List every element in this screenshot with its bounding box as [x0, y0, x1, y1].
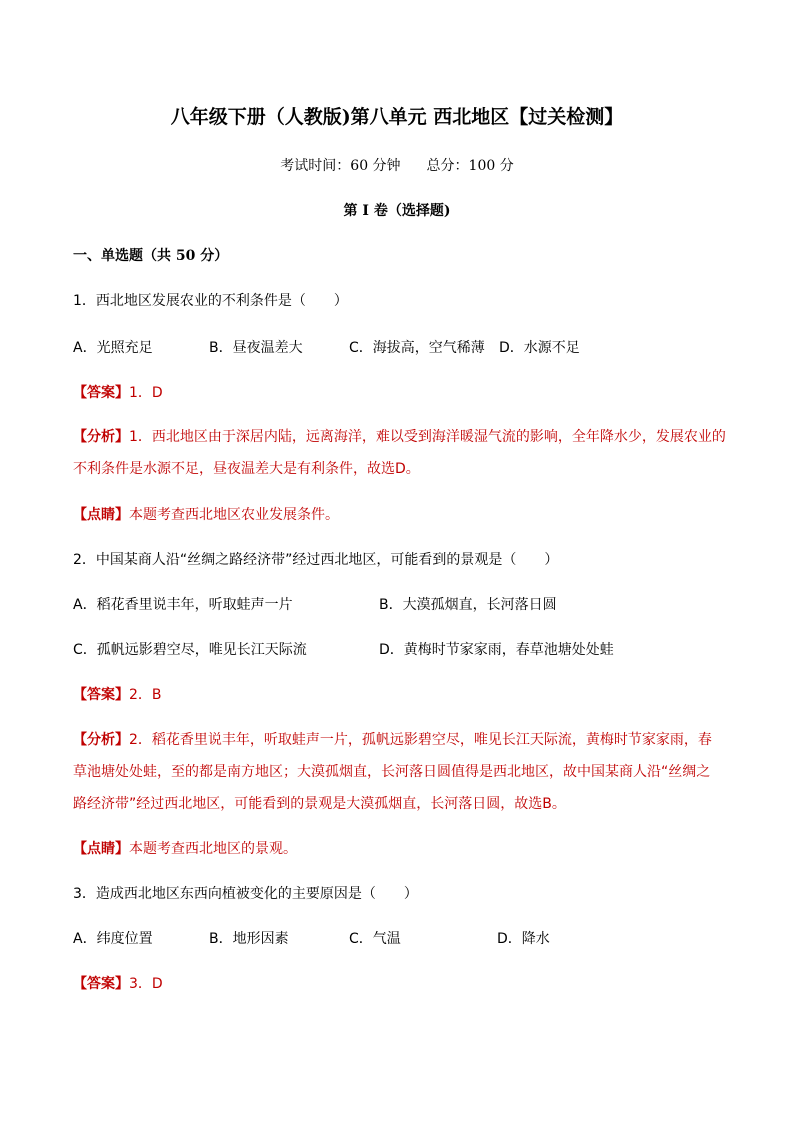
question-2-option-a: A．稻花香里说丰年，听取蛙声一片	[73, 597, 293, 613]
analysis-label: 【分析】	[73, 732, 129, 748]
analysis-text-line: 1．西北地区由于深居内陆，远离海洋，难以受到海洋暖湿气流的影响，全年降水少，发展农业的	[129, 429, 726, 445]
comment-text: 本题考查西北地区的景观。	[129, 841, 297, 857]
answer-label: 【答案】	[73, 687, 129, 703]
question-1-answer	[73, 383, 163, 403]
comment-label: 【点睛】	[73, 841, 129, 857]
question-2-options-row-1	[73, 595, 723, 615]
analysis-text-line: 路经济带”经过西北地区，可能看到的景观是大漠孤烟直，长河落日圆，故选B。	[73, 796, 566, 812]
question-2-option-d: D．黄梅时节家家雨，春草池塘处处蛙	[379, 642, 614, 658]
comment-text: 本题考查西北地区农业发展条件。	[129, 507, 339, 523]
question-1-option-b: B．昼夜温差大	[209, 340, 303, 356]
section-title: 一、单选题（共 50 分）	[73, 248, 229, 264]
question-1-option-d: D．水源不足	[499, 340, 580, 356]
question-1-stem: 1．西北地区发展农业的不利条件是（ ）	[73, 293, 348, 309]
question-3-option-c: C．气温	[349, 931, 401, 947]
question-1-analysis	[73, 421, 726, 485]
question-1-comment	[73, 505, 339, 525]
question-2-options-row-2	[73, 640, 723, 660]
question-3-option-d: D．降水	[497, 931, 550, 947]
question-3-options	[73, 929, 723, 949]
question-3-option-b: B．地形因素	[209, 931, 289, 947]
analysis-text-line: 2．稻花香里说丰年，听取蛙声一片，孤帆远影碧空尽，唯见长江天际流，黄梅时节家家雨，春	[129, 732, 712, 748]
question-1-options	[73, 338, 723, 358]
question-2-stem: 2．中国某商人沿“丝绸之路经济带”经过西北地区，可能看到的景观是（ ）	[73, 552, 559, 568]
answer-label: 【答案】	[73, 385, 129, 401]
question-3-stem: 3．造成西北地区东西向植被变化的主要原因是（ ）	[73, 886, 418, 902]
question-2-comment	[73, 839, 297, 859]
comment-label: 【点睛】	[73, 507, 129, 523]
question-3-answer	[73, 974, 163, 994]
analysis-label: 【分析】	[73, 429, 129, 445]
answer-label: 【答案】	[73, 976, 129, 992]
question-1-option-a: A．光照充足	[73, 340, 153, 356]
answer-value: 3．D	[129, 976, 163, 992]
page-title: 八年级下册（人教版)第八单元 西北地区【过关检测】	[170, 106, 624, 128]
exam-info	[0, 156, 794, 176]
answer-value: 2．B	[129, 687, 162, 703]
question-2-analysis	[73, 724, 723, 820]
question-2-option-c: C．孤帆远影碧空尽，唯见长江天际流	[73, 642, 307, 658]
answer-value: 1．D	[129, 385, 163, 401]
exam-time: 考试时间：60 分钟	[280, 158, 401, 174]
analysis-text-line: 草池塘处处蛙，至的都是南方地区；大漠孤烟直，长河落日圆值得是西北地区，故中国某商人沿“丝绸之	[73, 764, 711, 780]
question-2-option-b: B．大漠孤烟直，长河落日圆	[379, 597, 557, 613]
question-1-option-c: C．海拔高，空气稀薄	[349, 340, 485, 356]
question-2-answer	[73, 685, 162, 705]
analysis-text-line: 不利条件是水源不足，昼夜温差大是有利条件，故选D。	[73, 461, 420, 477]
total-score: 总分：100 分	[426, 158, 514, 174]
question-3-option-a: A．纬度位置	[73, 931, 153, 947]
volume-title: 第 I 卷（选择题)	[343, 203, 451, 219]
